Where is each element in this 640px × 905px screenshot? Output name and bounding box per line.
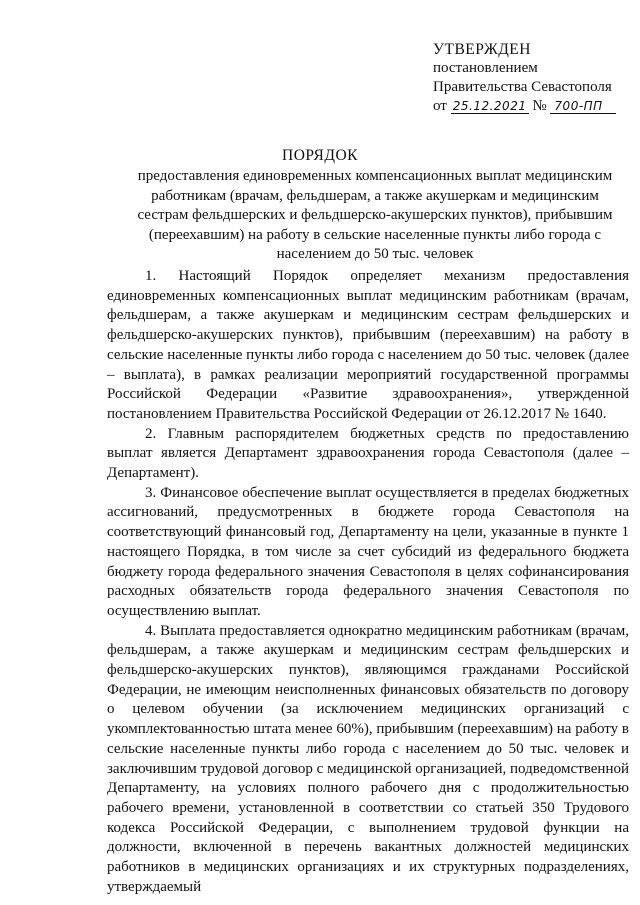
paragraph-2: 2. Главным распорядителем бюджетных средств по предоставлению выплат является Департамент здравоохранения города Севастополя (далее – Департамент). xyxy=(107,425,629,482)
date-prefix: от xyxy=(433,98,447,114)
paragraph-4: 4. Выплата предоставляется однократно медицинским работникам (врачам, фельдшерам, а также акушеркам и медицинским сестрам фельдшерских и фельдшерско-акушерских пунктов), являющимся гражданами Российской Федерации, не имеющим неисполненных финансовых обязательств по договору о целевом обучении (за исключением медицинских организаций с укомплектованностью штата менее 60%), прибывшим (переехавшим) на работу в сельские населенные пункты либо города с населением до 50 тыс. человек и заключившим трудовой договор с медицинской организацией, подведомственной Департаменту, на условиях полного рабочего дня с продолжительностью рабочего времени, установленной в соответствии со статьей 350 Трудового кодекса Российской Федерации, с выполнением трудовой функции на должности, включенной в перечень вакантных должностей медицинских работников в медицинских организациях и их структурных подразделениях, утверждаемый xyxy=(107,622,629,895)
document-title: ПОРЯДОК xyxy=(282,147,358,164)
paragraph-1: 1. Настоящий Порядок определяет механизм предоставления единовременных компенсационных выплат медицинским работникам (врачам, фельдшерам, а также акушеркам и медицинским сестрам фельдшерских и фельдшерско-акушерских пунктов), прибывшим (переехавшим) на работу в сельские населенные пункты либо города с населением до 50 тыс. человек (далее – выплата), в рамках реализации мероприятий государственной программы Российской Федерации «Развитие здравоохранения», утвержденной постановлением Правительства Российской Федерации от 26.12.2017 № 1640. xyxy=(107,268,629,422)
approval-date-line xyxy=(433,97,616,116)
number-sign: № xyxy=(532,98,547,114)
paragraph-3: 3. Финансовое обеспечение выплат осуществляется в пределах бюджетных ассигнований, предусмотренных в бюджете города Севастополя на соответствующий финансовый год, Департаменту на цели, указанные в пункте 1 настоящего Порядка, в том числе за счет субсидий из федерального бюджета бюджету города федерального значения Севастополя в целях софинансирования расходных обязательств города федерального значения Севастополя по осуществлению выплат. xyxy=(107,484,629,619)
approval-title: УТВЕРЖДЕН xyxy=(433,41,531,58)
document-body xyxy=(107,267,629,898)
approval-number: 700-ПП xyxy=(550,99,616,114)
document-subtitle: предоставления единовременных компенсационных выплат медицинским работникам (врачам, фельдшерам, а также акушеркам и медицинским сестрам фельдшерских и фельдшерско-акушерских пунктов), прибывшим (переехавшим) на работу в сельские населенные пункты либо города с населением до 50 тыс. человек xyxy=(137,168,613,262)
approval-stamp-block xyxy=(433,40,616,116)
approval-line-1: постановлением xyxy=(433,60,538,76)
approval-date: 25.12.2021 xyxy=(451,99,529,114)
approval-line-2: Правительства Севастополя xyxy=(433,79,612,95)
